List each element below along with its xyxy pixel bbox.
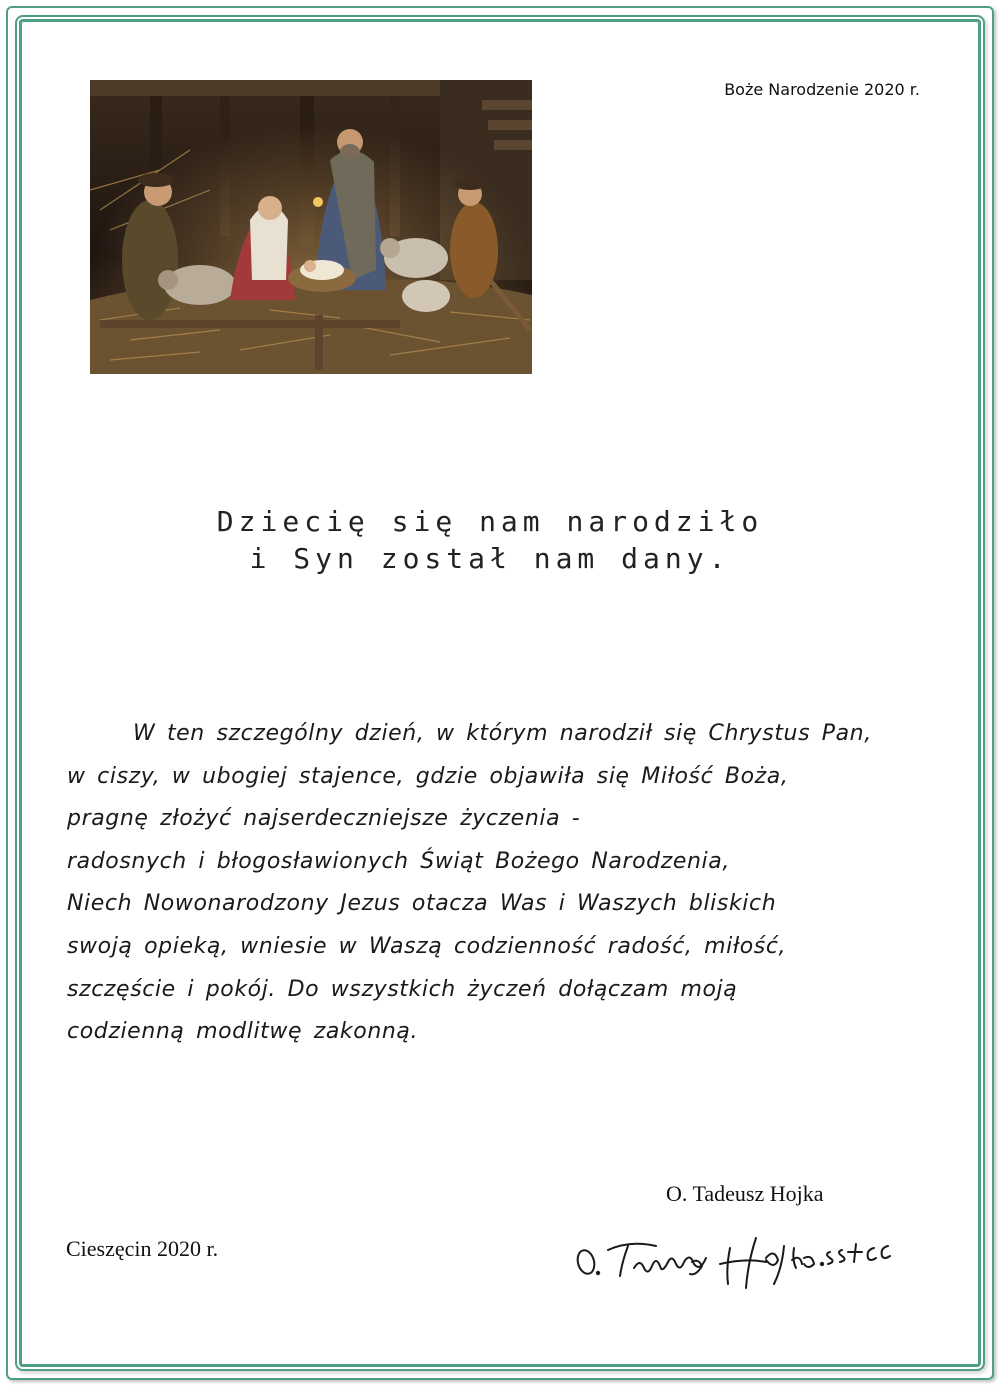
greeting-line: codzienną modlitwę zakonną. (67, 1019, 419, 1045)
greeting-text (67, 713, 947, 1054)
motto-line-2: i Syn został nam dany. (249, 542, 731, 575)
header-date: Boże Narodzenie 2020 r. (724, 80, 920, 99)
motto-line-1: Dziecię się nam narodziło (216, 505, 764, 538)
greeting-line: w ciszy, w ubogiej stajence, gdzie objawiła się Miłość Boża, (67, 763, 789, 789)
handwritten-signature (570, 1218, 900, 1292)
author-name: O. Tadeusz Hojka (666, 1181, 824, 1206)
nativity-photo (90, 80, 532, 374)
greeting-line: szczęście i pokój. Do wszystkich życzeń dołączam moją (67, 976, 738, 1002)
greeting-line: Niech Nowonarodzony Jezus otacza Was i Waszych bliskich (67, 891, 777, 917)
greeting-line: swoją opieką, wniesie w Waszą codzienność radość, miłość, (67, 933, 787, 959)
place-date: Cieszęcin 2020 r. (66, 1236, 219, 1261)
motto (90, 503, 890, 577)
greeting-line: W ten szczególny dzień, w którym narodził się Chrystus Pan, (133, 721, 872, 746)
greeting-line: pragnę złożyć najserdeczniejsze życzenia - (67, 806, 581, 832)
greeting-line: radosnych i błogosławionych Świąt Bożego Narodzenia, (67, 848, 730, 874)
